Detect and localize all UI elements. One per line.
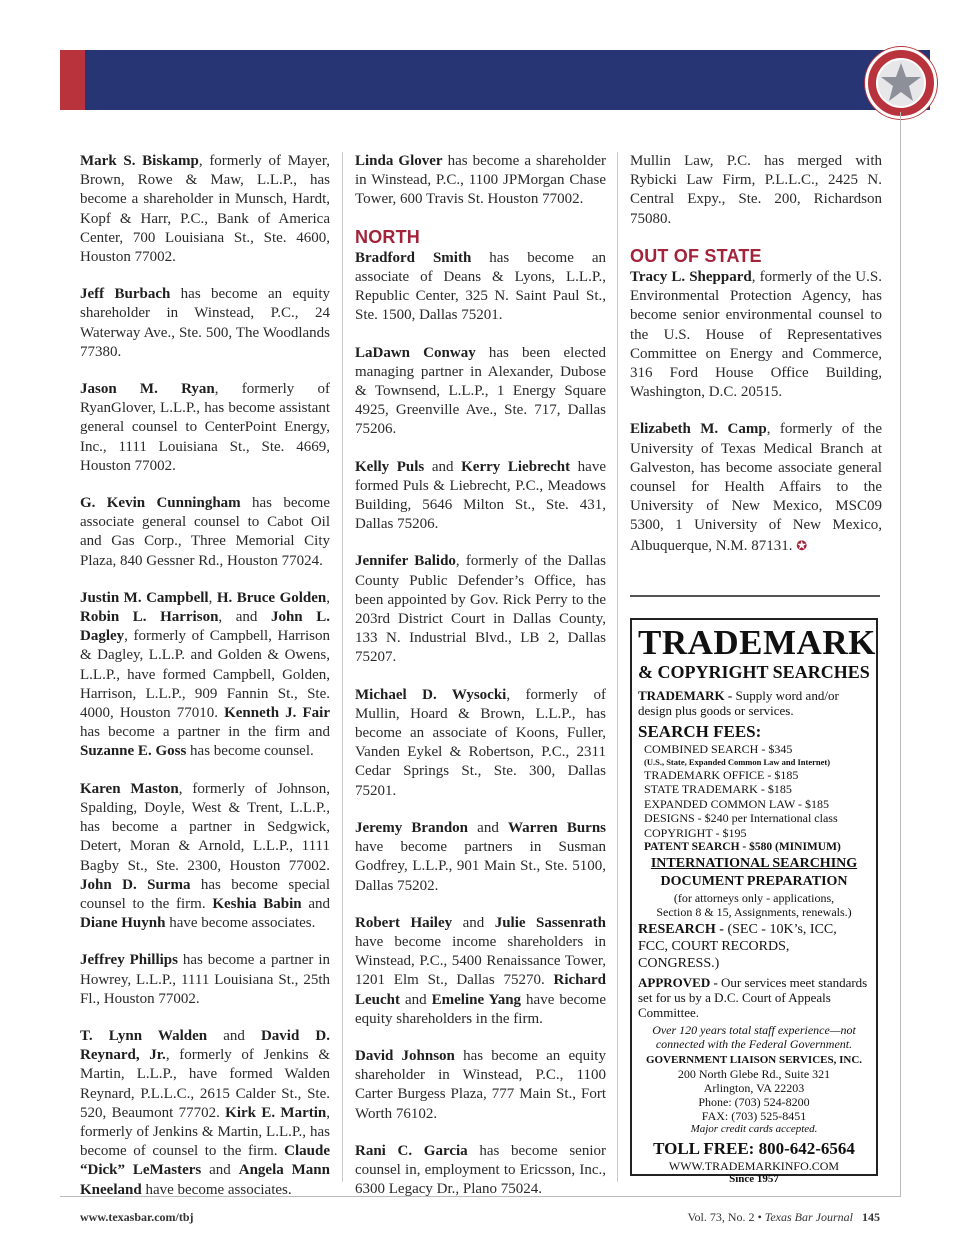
section-heading-out-of-state: OUT OF STATE	[630, 245, 762, 266]
column-2	[355, 152, 606, 1217]
ad-company: GOVERNMENT LIAISON SERVICES, INC.	[645, 1053, 863, 1066]
page-number: 145	[862, 1210, 880, 1224]
announcement: Bradford Smith has become an associate of Deans & Lyons, L.L.P., Republic Center, 325 N. Saint Paul St., Ste. 1500, Dallas 75201.	[355, 249, 607, 324]
ad-fee-item: DESIGNS - $240 per International class	[644, 811, 838, 825]
ad-fees-heading: SEARCH FEES:	[638, 722, 762, 741]
announcement: Linda Glover has become a shareholder in Winstead, P.C., 1100 JPMorgan Chase Tower, 600 Travis St. Houston 77002.	[355, 153, 606, 208]
announcement: G. Kevin Cunningham has become associate general counsel to Cabot Oil and Gas Corp., Three Memorial City Plaza, 840 Gessner Rd., Houston 77024.	[80, 495, 330, 569]
banner-red-stripe	[60, 50, 85, 110]
ad-doc-prep-note: Section 8 & 15, Assignments, renewals.)	[656, 904, 852, 919]
section-heading-north: NORTH	[355, 226, 420, 247]
announcement: David Johnson has become an equity shareholder in Winstead, P.C., 1100 Carter Burgess Plaza, 777 Main St., Fort Worth 76102.	[355, 1047, 606, 1122]
end-star-icon: ✪	[796, 537, 808, 553]
announcement: Kelly Puls and Kerry Liebrecht have formed Puls & Liebrecht, P.C., Meadows Building, 5646 Milton St., Ste. 431, Dallas 75206.	[355, 458, 606, 533]
ad-website: WWW.TRADEMARKINFO.COM	[668, 1158, 840, 1173]
announcement: Jason M. Ryan, formerly of RyanGlover, L.L.P., has become assistant general counsel to CenterPoint Energy, Inc., 1111 Louisiana St., Ste. 4669, Houston 77002.	[80, 381, 330, 474]
footer-url: www.texasbar.com/tbj	[80, 1210, 194, 1224]
ad-cards: Major credit cards accepted.	[690, 1122, 818, 1135]
ad-fee-item: PATENT SEARCH - $580 (MINIMUM)	[644, 841, 841, 853]
ad-doc-prep-note: (for attorneys only - applications,	[673, 890, 835, 905]
announcement: Elizabeth M. Camp, formerly of the University of Texas Medical Branch at Galveston, has become associate general counsel for Health Affairs to the University of New Mexico, MSC09 5300, 1 University of New Mexico, Albuquerque, N.M. 87131. ✪	[630, 421, 882, 554]
ad-fee-item: (U.S., State, Expanded Common Law and Internet)	[644, 756, 831, 767]
ad-phone: Phone: (703) 524-8200	[698, 1094, 810, 1109]
ad-toll-free: TOLL FREE: 800-642-6564	[653, 1138, 855, 1158]
announcement: Jeremy Brandon and Warren Burns have become partners in Susman Godfrey, L.L.P., 901 Main St., Ste. 5100, Dallas 75202.	[355, 819, 607, 894]
column-divider	[342, 152, 343, 1182]
star-icon	[868, 50, 934, 116]
ad-doc-prep: DOCUMENT PREPARATION	[660, 873, 848, 889]
footer-journal: Texas Bar Journal	[764, 1210, 853, 1224]
ad-top-rule	[630, 595, 880, 597]
footer-volume: Vol. 73, No. 2	[687, 1210, 755, 1224]
column-3	[630, 152, 882, 574]
announcement: Jennifer Balido, formerly of the Dallas County Public Defender’s Office, has been appointed by Gov. Rick Perry to the 203rd District Court in Dallas County, 133 N. Industrial Blvd., LB 2, Dallas 75207.	[355, 553, 607, 666]
ad-experience: Over 120 years total staff experience—not connected with the Federal Government.	[652, 1022, 856, 1051]
top-banner	[60, 50, 930, 110]
footer-bullet: •	[757, 1210, 762, 1224]
announcement: Mullin Law, P.C. has merged with Rybicki Law Firm, P.L.L.C., 2425 N. Central Expy., Ste. 200, Richardson 75080.	[630, 153, 882, 227]
announcement: Jeff Burbach has become an equity shareholder in Winstead, P.C., 24 Waterway Ave., Ste. 500, The Woodlands 77380.	[80, 286, 330, 360]
announcement: Rani C. Garcia has become senior counsel in, employment to Ericsson, Inc., 6300 Legacy Dr., Plano 75024.	[355, 1142, 606, 1198]
trademark-advertisement	[630, 618, 878, 1185]
ad-fee-item: STATE TRADEMARK - $185	[644, 782, 792, 796]
column-divider	[617, 152, 618, 1182]
announcement: Justin M. Campbell, H. Bruce Golden, Robin L. Harrison, and John L. Dagley, formerly of Campbell, Harrison & Dagley, L.L.P. and Golden & Owens, L.L.P., have formed Campbell, Golden, Harrison, L.L.P., 909 Fannin St., Ste. 4000, Houston 77010. Kenneth J. Fair has become a partner in the firm and Suzanne E. Goss has become counsel.	[80, 589, 330, 760]
announcement: LaDawn Conway has been elected managing partner in Alexander, Dubose & Townsend, L.L.P., 1 Energy Square 4925, Greenville Ave., Ste. 717, Dallas 75206.	[355, 344, 606, 438]
ad-address: 200 North Glebe Rd., Suite 321	[677, 1066, 831, 1081]
ad-subtitle: & COPYRIGHT SEARCHES	[638, 662, 870, 682]
announcement: T. Lynn Walden and David D. Reynard, Jr., formerly of Jenkins & Martin, L.L.P., have formed Walden Reynard, P.L.L.C., 2615 Calder St., Ste. 520, Beaumont 77702. Kirk E. Martin, formerly of Jenkins & Martin, L.L.P., has become of counsel to the firm. Claude “Dick” LeMasters and Angela Mann Kneeland have become associates.	[80, 1027, 331, 1198]
ad-address: Arlington, VA 22203	[703, 1080, 805, 1095]
announcement: Jeffrey Phillips has become a partner in Howrey, L.L.P., 1111 Louisiana St., 25th Fl., Houston 77002.	[80, 952, 330, 1007]
column-1	[80, 152, 330, 1218]
ad-since: Since 1957	[729, 1172, 779, 1185]
ad-research: RESEARCH - (SEC - 10K’s, ICC, FCC, COURT RECORDS, CONGRESS.)	[638, 921, 837, 971]
announcement: Tracy L. Sheppard, formerly of the U.S. Environmental Protection Agency, has become senior environmental counsel to the U.S. House of Representatives Committee on Energy and Commerce, 316 Ford House Office Building, Washington, D.C. 20515.	[630, 269, 882, 401]
star-badge	[865, 47, 937, 119]
announcement: Mark S. Biskamp, formerly of Mayer, Brown, Rowe & Maw, L.L.P., has become a shareholder in Munsch, Hardt, Kopf & Harr, P.C., Bank of America Center, 700 Louisiana St., Ste. 4600, Houston 77002.	[80, 153, 330, 266]
announcement: Karen Maston, formerly of Johnson, Spalding, Doyle, West & Trent, L.L.P., has become a partner in Sedgwick, Detert, Moran & Arnold, L.L.P., 1111 Bagby St., Ste. 2300, Houston 77002. John D. Surma has become special counsel to the firm. Keshia Babin and Diane Huynh have become associates.	[80, 780, 330, 932]
ad-fee-item: COPYRIGHT - $195	[644, 825, 747, 840]
ad-international: INTERNATIONAL SEARCHING	[650, 855, 858, 871]
ad-fax: FAX: (703) 525-8451	[701, 1108, 807, 1123]
announcement: Robert Hailey and Julie Sassenrath have become income shareholders in Winstead, P.C., 5400 Renaissance Tower, 1201 Elm St., Dallas 75270. Richard Leucht and Emeline Yang have become equity shareholders in the firm.	[355, 914, 606, 1027]
ad-fee-item: EXPANDED COMMON LAW - $185	[644, 796, 830, 811]
ad-approved: APPROVED - Our services meet standards set for us by a D.C. Court of Appeals Committee.	[638, 974, 868, 1020]
ad-fee-item: TRADEMARK OFFICE - $185	[644, 767, 799, 782]
ad-fee-item: COMBINED SEARCH - $345	[644, 742, 793, 756]
ad-trademark-line: TRADEMARK - Supply word and/or design plus goods or services.	[638, 688, 839, 718]
footer-issue	[687, 1210, 880, 1225]
announcement: Michael D. Wysocki, formerly of Mullin, Hoard & Brown, L.L.P., has become an associate of Koons, Fuller, Vanden Eykel & Robertson, P.C., 2311 Cedar Springs St., Ste. 300, Dallas 75201.	[355, 686, 606, 799]
ad-title: TRADEMARK	[638, 623, 876, 662]
